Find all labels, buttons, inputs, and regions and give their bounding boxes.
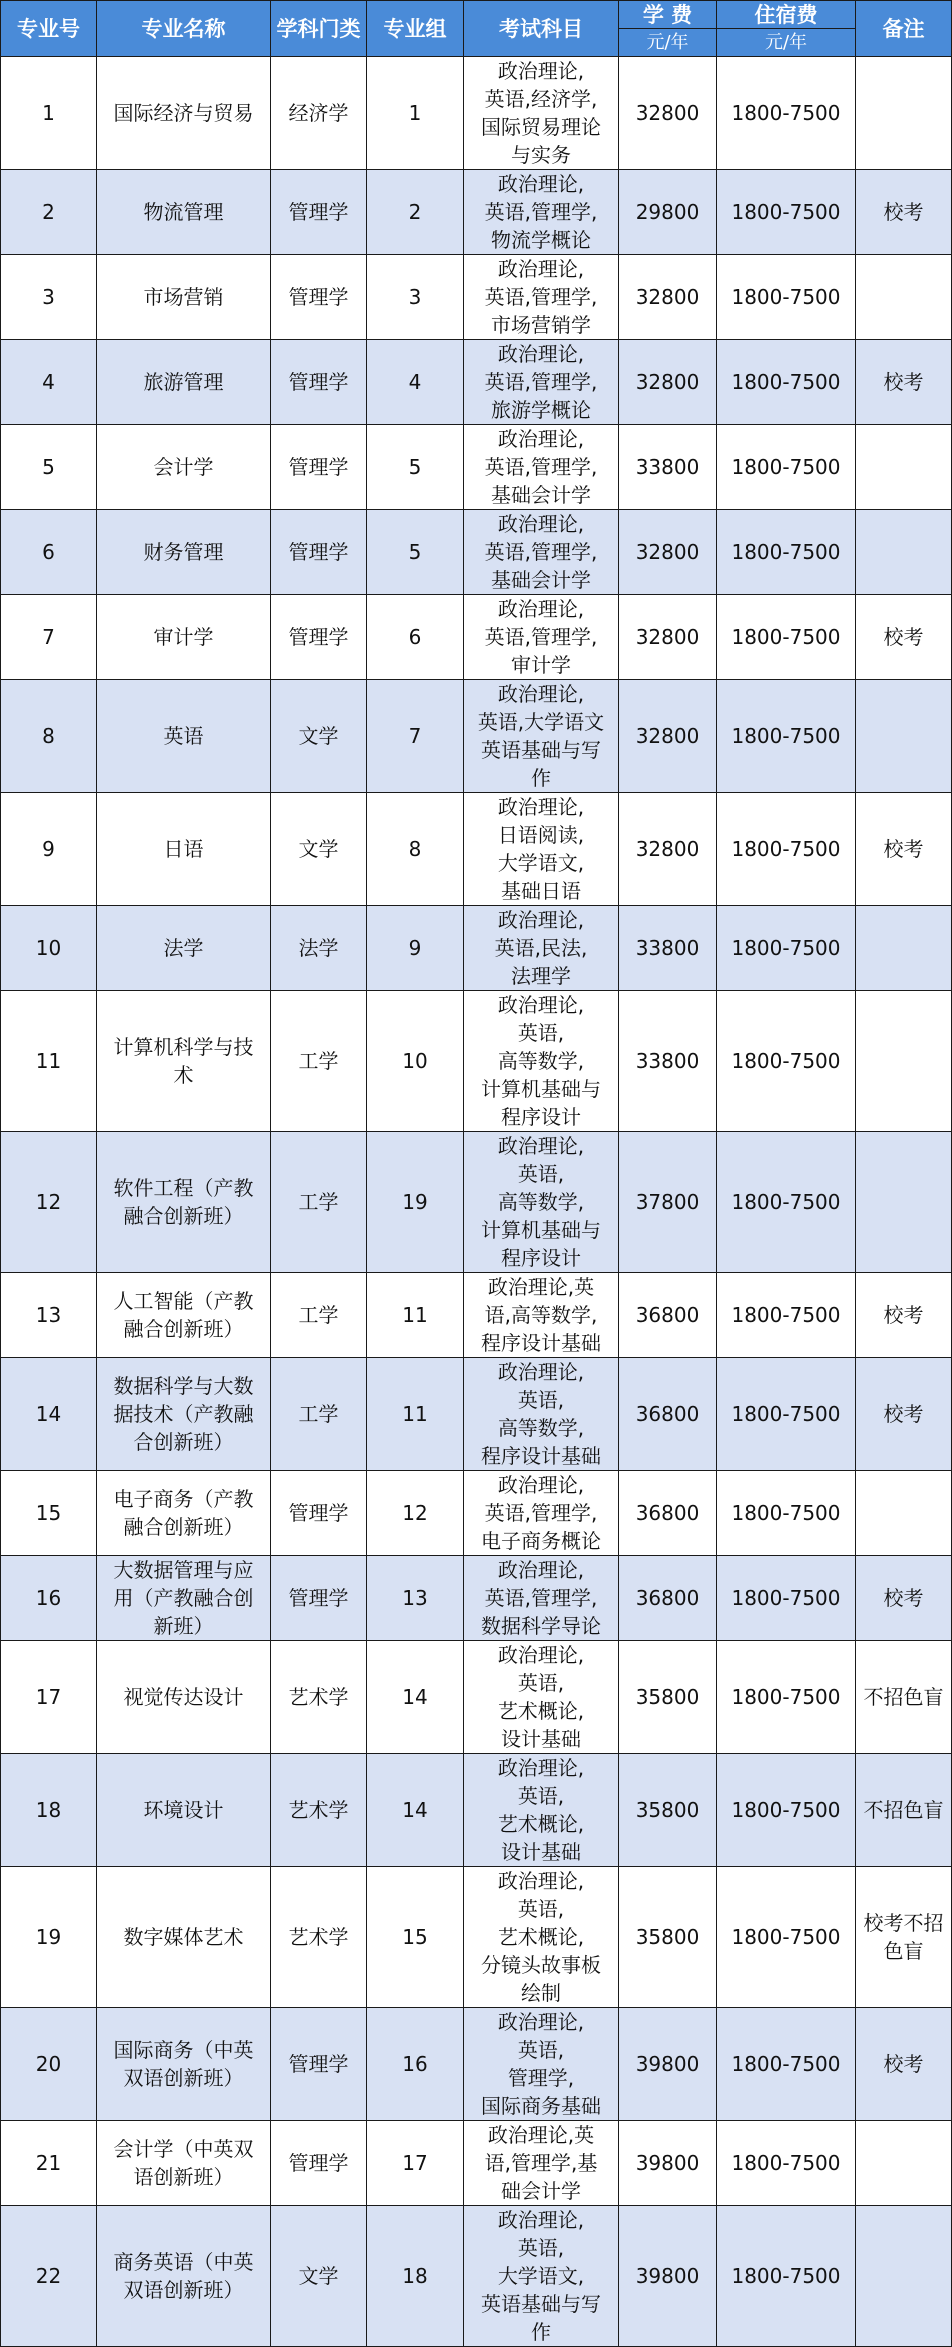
header-tuition-unit: 元/年 xyxy=(619,29,717,57)
cell-group: 17 xyxy=(367,2121,464,2206)
cell-tuition: 32800 xyxy=(619,680,717,793)
cell-tuition: 35800 xyxy=(619,1867,717,2008)
table-row xyxy=(1,340,952,425)
cell-group: 13 xyxy=(367,1556,464,1641)
cell-name: 日语 xyxy=(97,793,271,906)
cell-tuition: 39800 xyxy=(619,2206,717,2347)
cell-category: 工学 xyxy=(271,991,367,1132)
cell-category: 工学 xyxy=(271,1358,367,1471)
cell-name: 会计学（中英双 语创新班） xyxy=(97,2121,271,2206)
cell-group: 1 xyxy=(367,57,464,170)
cell-code: 9 xyxy=(1,793,97,906)
header-category: 学科门类 xyxy=(271,1,367,57)
cell-subjects: 政治理论, 日语阅读, 大学语文, 基础日语 xyxy=(464,793,619,906)
cell-note xyxy=(856,906,952,991)
cell-name: 财务管理 xyxy=(97,510,271,595)
header-note: 备注 xyxy=(856,1,952,57)
cell-subjects: 政治理论, 英语,管理学, 旅游学概论 xyxy=(464,340,619,425)
cell-note: 校考 xyxy=(856,1556,952,1641)
cell-tuition: 36800 xyxy=(619,1556,717,1641)
cell-group: 10 xyxy=(367,991,464,1132)
cell-category: 管理学 xyxy=(271,170,367,255)
cell-category: 管理学 xyxy=(271,1556,367,1641)
header-group: 专业组 xyxy=(367,1,464,57)
table-row xyxy=(1,595,952,680)
cell-code: 1 xyxy=(1,57,97,170)
cell-group: 18 xyxy=(367,2206,464,2347)
table-row xyxy=(1,991,952,1132)
cell-lodging: 1800-7500 xyxy=(717,2206,856,2347)
cell-code: 14 xyxy=(1,1358,97,1471)
cell-code: 12 xyxy=(1,1132,97,1273)
table-row xyxy=(1,2121,952,2206)
cell-group: 9 xyxy=(367,906,464,991)
cell-tuition: 37800 xyxy=(619,1132,717,1273)
cell-group: 5 xyxy=(367,425,464,510)
cell-subjects: 政治理论,英 语,管理学,基 础会计学 xyxy=(464,2121,619,2206)
table-header xyxy=(1,1,952,57)
cell-category: 文学 xyxy=(271,2206,367,2347)
cell-group: 16 xyxy=(367,2008,464,2121)
cell-group: 8 xyxy=(367,793,464,906)
cell-code: 19 xyxy=(1,1867,97,2008)
cell-note xyxy=(856,57,952,170)
cell-category: 管理学 xyxy=(271,1471,367,1556)
table-row xyxy=(1,1867,952,2008)
cell-code: 18 xyxy=(1,1754,97,1867)
cell-group: 12 xyxy=(367,1471,464,1556)
cell-code: 21 xyxy=(1,2121,97,2206)
cell-note xyxy=(856,991,952,1132)
cell-lodging: 1800-7500 xyxy=(717,340,856,425)
cell-subjects: 政治理论, 英语,管理学, 基础会计学 xyxy=(464,425,619,510)
cell-lodging: 1800-7500 xyxy=(717,906,856,991)
cell-note: 不招色盲 xyxy=(856,1641,952,1754)
cell-name: 计算机科学与技 术 xyxy=(97,991,271,1132)
cell-note: 校考 xyxy=(856,340,952,425)
cell-tuition: 32800 xyxy=(619,793,717,906)
cell-lodging: 1800-7500 xyxy=(717,2008,856,2121)
cell-lodging: 1800-7500 xyxy=(717,57,856,170)
cell-category: 法学 xyxy=(271,906,367,991)
cell-tuition: 32800 xyxy=(619,340,717,425)
header-tuition: 学 费 xyxy=(619,1,717,29)
cell-name: 软件工程（产教 融合创新班） xyxy=(97,1132,271,1273)
cell-category: 管理学 xyxy=(271,2008,367,2121)
cell-group: 14 xyxy=(367,1754,464,1867)
cell-category: 经济学 xyxy=(271,57,367,170)
cell-subjects: 政治理论, 英语,经济学, 国际贸易理论 与实务 xyxy=(464,57,619,170)
cell-tuition: 32800 xyxy=(619,57,717,170)
cell-category: 工学 xyxy=(271,1132,367,1273)
table-row xyxy=(1,906,952,991)
cell-name: 旅游管理 xyxy=(97,340,271,425)
table-body xyxy=(1,57,952,2347)
cell-group: 11 xyxy=(367,1358,464,1471)
cell-tuition: 29800 xyxy=(619,170,717,255)
cell-lodging: 1800-7500 xyxy=(717,425,856,510)
cell-code: 20 xyxy=(1,2008,97,2121)
cell-code: 16 xyxy=(1,1556,97,1641)
header-lodging-unit: 元/年 xyxy=(717,29,856,57)
cell-code: 4 xyxy=(1,340,97,425)
header-lodging: 住宿费 xyxy=(717,1,856,29)
cell-lodging: 1800-7500 xyxy=(717,1867,856,2008)
cell-group: 7 xyxy=(367,680,464,793)
cell-name: 商务英语（中英 双语创新班） xyxy=(97,2206,271,2347)
cell-name: 审计学 xyxy=(97,595,271,680)
cell-lodging: 1800-7500 xyxy=(717,1471,856,1556)
cell-note xyxy=(856,2121,952,2206)
cell-category: 艺术学 xyxy=(271,1754,367,1867)
cell-name: 大数据管理与应 用（产教融合创 新班） xyxy=(97,1556,271,1641)
cell-category: 管理学 xyxy=(271,2121,367,2206)
cell-tuition: 33800 xyxy=(619,991,717,1132)
cell-tuition: 33800 xyxy=(619,425,717,510)
cell-group: 19 xyxy=(367,1132,464,1273)
table-row xyxy=(1,1556,952,1641)
table-row xyxy=(1,425,952,510)
cell-group: 15 xyxy=(367,1867,464,2008)
cell-lodging: 1800-7500 xyxy=(717,255,856,340)
cell-note xyxy=(856,680,952,793)
cell-name: 人工智能（产教 融合创新班） xyxy=(97,1273,271,1358)
cell-name: 法学 xyxy=(97,906,271,991)
table-row xyxy=(1,680,952,793)
cell-tuition: 32800 xyxy=(619,595,717,680)
cell-subjects: 政治理论, 英语,管理学, 基础会计学 xyxy=(464,510,619,595)
cell-category: 管理学 xyxy=(271,255,367,340)
cell-name: 环境设计 xyxy=(97,1754,271,1867)
cell-tuition: 36800 xyxy=(619,1358,717,1471)
cell-subjects: 政治理论, 英语,管理学, 物流学概论 xyxy=(464,170,619,255)
cell-category: 文学 xyxy=(271,680,367,793)
cell-group: 5 xyxy=(367,510,464,595)
cell-code: 13 xyxy=(1,1273,97,1358)
table-row xyxy=(1,170,952,255)
cell-note xyxy=(856,255,952,340)
cell-code: 17 xyxy=(1,1641,97,1754)
header-code: 专业号 xyxy=(1,1,97,57)
cell-category: 管理学 xyxy=(271,510,367,595)
cell-subjects: 政治理论, 英语, 艺术概论, 设计基础 xyxy=(464,1754,619,1867)
cell-tuition: 39800 xyxy=(619,2008,717,2121)
cell-tuition: 36800 xyxy=(619,1273,717,1358)
cell-code: 6 xyxy=(1,510,97,595)
cell-subjects: 政治理论, 英语,管理学, 市场营销学 xyxy=(464,255,619,340)
cell-lodging: 1800-7500 xyxy=(717,170,856,255)
cell-lodging: 1800-7500 xyxy=(717,1754,856,1867)
cell-category: 管理学 xyxy=(271,340,367,425)
cell-subjects: 政治理论, 英语,民法, 法理学 xyxy=(464,906,619,991)
cell-subjects: 政治理论, 英语, 管理学, 国际商务基础 xyxy=(464,2008,619,2121)
cell-subjects: 政治理论, 英语,管理学, 数据科学导论 xyxy=(464,1556,619,1641)
cell-name: 会计学 xyxy=(97,425,271,510)
cell-tuition: 35800 xyxy=(619,1754,717,1867)
cell-tuition: 39800 xyxy=(619,2121,717,2206)
cell-code: 8 xyxy=(1,680,97,793)
cell-note: 校考 xyxy=(856,595,952,680)
table-row xyxy=(1,793,952,906)
cell-note: 校考不招 色盲 xyxy=(856,1867,952,2008)
cell-name: 市场营销 xyxy=(97,255,271,340)
cell-name: 物流管理 xyxy=(97,170,271,255)
cell-lodging: 1800-7500 xyxy=(717,1556,856,1641)
cell-name: 国际经济与贸易 xyxy=(97,57,271,170)
cell-note: 不招色盲 xyxy=(856,1754,952,1867)
cell-name: 数字媒体艺术 xyxy=(97,1867,271,2008)
cell-lodging: 1800-7500 xyxy=(717,793,856,906)
cell-group: 6 xyxy=(367,595,464,680)
cell-category: 管理学 xyxy=(271,425,367,510)
cell-note xyxy=(856,1471,952,1556)
cell-note xyxy=(856,1132,952,1273)
cell-category: 管理学 xyxy=(271,595,367,680)
cell-name: 电子商务（产教 融合创新班） xyxy=(97,1471,271,1556)
cell-lodging: 1800-7500 xyxy=(717,1273,856,1358)
cell-group: 3 xyxy=(367,255,464,340)
cell-group: 11 xyxy=(367,1273,464,1358)
cell-tuition: 32800 xyxy=(619,510,717,595)
cell-name: 英语 xyxy=(97,680,271,793)
table-row xyxy=(1,1471,952,1556)
cell-note: 校考 xyxy=(856,170,952,255)
cell-note xyxy=(856,510,952,595)
cell-tuition: 32800 xyxy=(619,255,717,340)
table-row xyxy=(1,1754,952,1867)
table-row xyxy=(1,2206,952,2347)
table-row xyxy=(1,1641,952,1754)
cell-subjects: 政治理论, 英语,管理学, 电子商务概论 xyxy=(464,1471,619,1556)
cell-subjects: 政治理论, 英语, 高等数学, 程序设计基础 xyxy=(464,1358,619,1471)
cell-lodging: 1800-7500 xyxy=(717,510,856,595)
cell-code: 10 xyxy=(1,906,97,991)
cell-group: 4 xyxy=(367,340,464,425)
header-subjects: 考试科目 xyxy=(464,1,619,57)
cell-subjects: 政治理论, 英语, 艺术概论, 设计基础 xyxy=(464,1641,619,1754)
cell-note: 校考 xyxy=(856,793,952,906)
cell-code: 3 xyxy=(1,255,97,340)
table-row xyxy=(1,510,952,595)
cell-lodging: 1800-7500 xyxy=(717,1132,856,1273)
table-row xyxy=(1,255,952,340)
cell-subjects: 政治理论, 英语, 大学语文, 英语基础与写 作 xyxy=(464,2206,619,2347)
cell-note xyxy=(856,2206,952,2347)
cell-lodging: 1800-7500 xyxy=(717,2121,856,2206)
cell-lodging: 1800-7500 xyxy=(717,1358,856,1471)
cell-name: 国际商务（中英 双语创新班） xyxy=(97,2008,271,2121)
cell-note xyxy=(856,425,952,510)
cell-code: 5 xyxy=(1,425,97,510)
cell-category: 艺术学 xyxy=(271,1641,367,1754)
cell-note: 校考 xyxy=(856,2008,952,2121)
cell-category: 文学 xyxy=(271,793,367,906)
cell-lodging: 1800-7500 xyxy=(717,991,856,1132)
cell-subjects: 政治理论, 英语,管理学, 审计学 xyxy=(464,595,619,680)
cell-subjects: 政治理论, 英语,大学语文 英语基础与写 作 xyxy=(464,680,619,793)
cell-category: 艺术学 xyxy=(271,1867,367,2008)
cell-lodging: 1800-7500 xyxy=(717,595,856,680)
cell-group: 2 xyxy=(367,170,464,255)
cell-subjects: 政治理论, 英语, 艺术概论, 分镜头故事板 绘制 xyxy=(464,1867,619,2008)
table-row xyxy=(1,2008,952,2121)
cell-subjects: 政治理论,英 语,高等数学, 程序设计基础 xyxy=(464,1273,619,1358)
table-row xyxy=(1,57,952,170)
cell-tuition: 35800 xyxy=(619,1641,717,1754)
cell-name: 视觉传达设计 xyxy=(97,1641,271,1754)
cell-group: 14 xyxy=(367,1641,464,1754)
cell-note: 校考 xyxy=(856,1358,952,1471)
cell-code: 2 xyxy=(1,170,97,255)
cell-category: 工学 xyxy=(271,1273,367,1358)
cell-code: 15 xyxy=(1,1471,97,1556)
cell-name: 数据科学与大数 据技术（产教融 合创新班） xyxy=(97,1358,271,1471)
cell-lodging: 1800-7500 xyxy=(717,680,856,793)
cell-code: 7 xyxy=(1,595,97,680)
cell-note: 校考 xyxy=(856,1273,952,1358)
table-row xyxy=(1,1132,952,1273)
cell-code: 22 xyxy=(1,2206,97,2347)
cell-subjects: 政治理论, 英语, 高等数学, 计算机基础与 程序设计 xyxy=(464,991,619,1132)
header-name: 专业名称 xyxy=(97,1,271,57)
cell-lodging: 1800-7500 xyxy=(717,1641,856,1754)
cell-code: 11 xyxy=(1,991,97,1132)
cell-tuition: 33800 xyxy=(619,906,717,991)
table-row xyxy=(1,1273,952,1358)
cell-subjects: 政治理论, 英语, 高等数学, 计算机基础与 程序设计 xyxy=(464,1132,619,1273)
cell-tuition: 36800 xyxy=(619,1471,717,1556)
table-row xyxy=(1,1358,952,1471)
